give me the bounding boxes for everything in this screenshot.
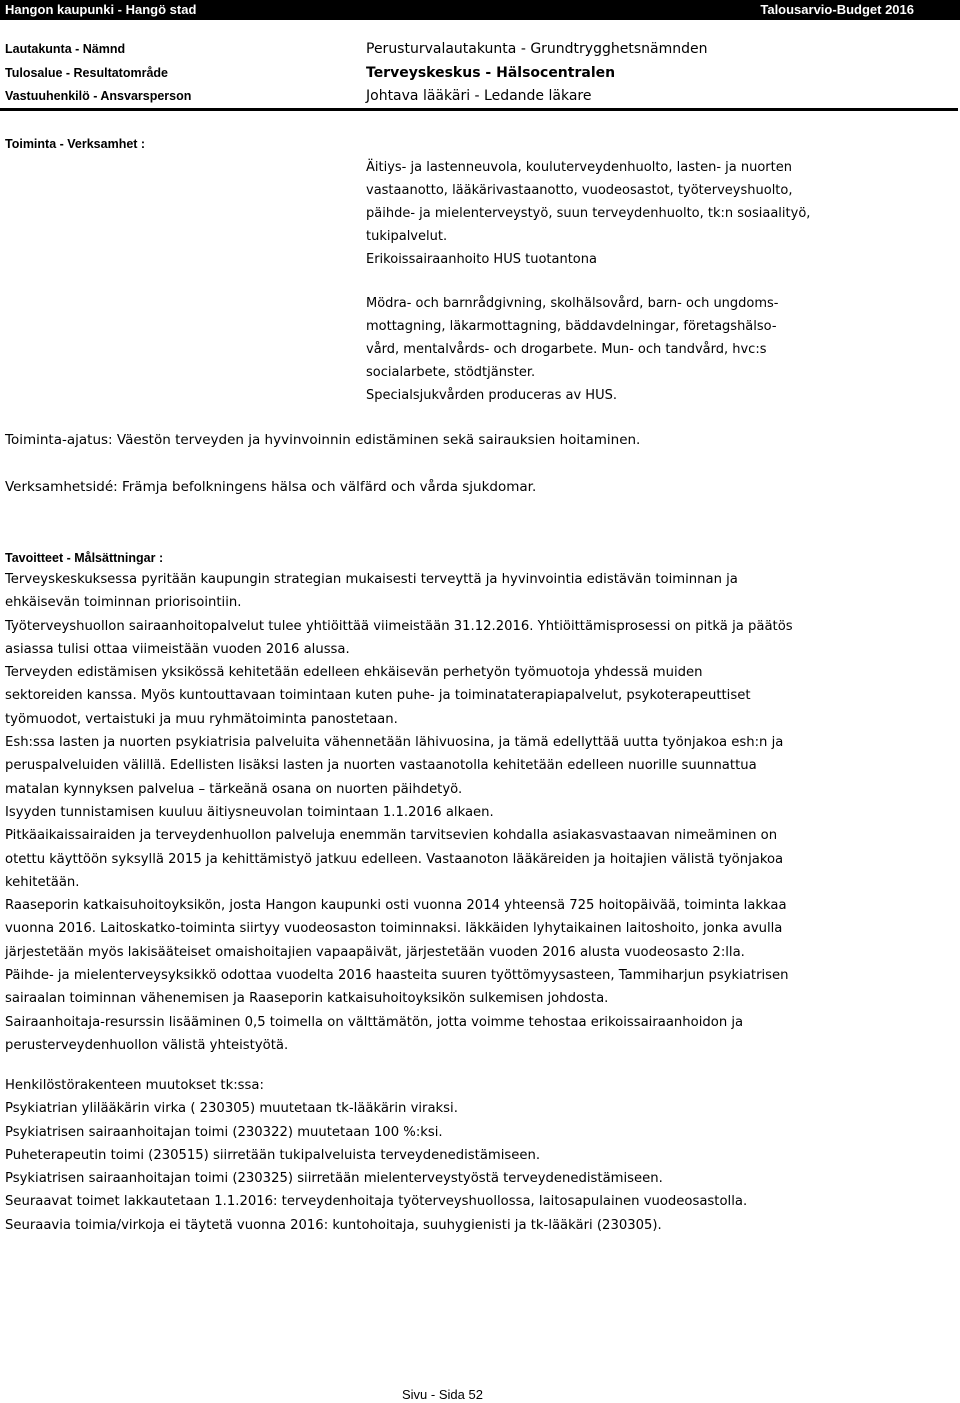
- text-line: Erikoissairaanhoito HUS tuotantona: [366, 252, 597, 267]
- text-line: Äitiys- ja lastenneuvola, kouluterveydenhuolto, lasten- ja nuorten: [366, 160, 792, 175]
- text-line: sektoreiden kanssa. Myös kuntouttavaan toimintaan kuten puhe- ja toiminataterapiapalvelut, psykoterapeuttiset: [5, 688, 751, 704]
- vastuuhenkilo-value: Johtava lääkäri - Ledande läkare: [366, 88, 592, 104]
- text-line: mottagning, läkarmottagning, bäddavdelningar, företagshälso-: [366, 319, 777, 334]
- text-line: vastaanotto, lääkärivastaanotto, vuodeosastot, työterveyshuolto,: [366, 183, 793, 198]
- header-divider: [0, 108, 958, 111]
- tulosalue-label: Tulosalue - Resultatområde: [5, 66, 168, 80]
- text-line: tukipalvelut.: [366, 229, 448, 244]
- text-line: Seuraavia toimia/virkoja ei täytetä vuonna 2016: kuntohoitaja, suuhygienisti ja tk-lääkäri (230305).: [5, 1217, 662, 1233]
- toiminta-fi-text: [366, 156, 810, 271]
- text-line: kehitetään.: [5, 874, 80, 890]
- vastuuhenkilo-label: Vastuuhenkilö - Ansvarsperson: [5, 89, 192, 103]
- text-line: Isyyden tunnistamisen kuuluu äitiysneuvolan toimintaan 1.1.2016 alkaen.: [5, 804, 494, 820]
- verksamhetside: Verksamhetsidé: Främja befolkningens hälsa och välfärd och vårda sjukdomar.: [5, 479, 537, 495]
- text-line: järjestetään myös lakisääteiset omaishoitajien vapaapäivät, järjestetään vuoden 2016 alusta vuodeosasto 2:lla.: [5, 944, 745, 960]
- text-line: Specialsjukvården produceras av HUS.: [366, 388, 617, 403]
- text-line: Sairaanhoitaja-resurssin lisääminen 0,5 toimella on välttämätön, jotta voimme tehostaa erikoissairaanhoidon ja: [5, 1014, 744, 1030]
- text-line: ehkäisevän toiminnan priorisointiin.: [5, 595, 242, 611]
- text-line: työmuodot, vertaistuki ja muu ryhmätoiminta panostetaan.: [5, 711, 398, 727]
- lautakunta-label: Lautakunta - Nämnd: [5, 42, 126, 56]
- tulosalue-value: Terveyskeskus - Hälsocentralen: [366, 65, 616, 81]
- text-line: Psykiatrisen sairaanhoitajan toimi (230322) muutetaan 100 %:ksi.: [5, 1124, 443, 1140]
- text-line: Päihde- ja mielenterveysyksikkö odottaa vuodelta 2016 haasteita suuren työttömyysasteen, Tammiharjun psykiatrisen: [5, 968, 789, 984]
- tavoitteet-text: [5, 568, 793, 1057]
- text-line: Terveyskeskuksessa pyritään kaupungin strategian mukaisesti terveyttä ja hyvinvointia edistävän toiminnan ja: [5, 572, 738, 587]
- text-line: peruspalveluiden välillä. Edellisten lisäksi lasten ja nuorten vastaanotolla kehitetään edelleen nuorille suunnattua: [5, 758, 757, 774]
- org-name: Hangon kaupunki - Hangö stad: [5, 2, 197, 17]
- text-line: Pitkäaikaissairaiden ja terveydenhuollon palveluja enemmän tarvitsevien kohdalla asiakasvastaavan nimeäminen on: [5, 828, 778, 844]
- text-line: Puheterapeutin toimi (230515) siirretään tukipalveluista terveydenedistämiseen.: [5, 1147, 541, 1163]
- text-line: Terveyden edistämisen yksikössä kehitetään edelleen ehkäisevän perhetyön työmuotoja yhdessä muiden: [5, 665, 703, 681]
- text-line: otettu käyttöön syksyllä 2015 ja kehittämistyö jatkuu edelleen. Vastaanoton lääkäreiden ja hoitajien välistä työnjakoa: [5, 851, 784, 867]
- lautakunta-value: Perusturvalautakunta - Grundtrygghetsnämnden: [366, 41, 708, 57]
- text-line: sairaalan toiminnan vähenemisen ja Raaseporin katkaisuhoitoyksikön sulkemisen johdosta.: [5, 991, 609, 1007]
- toiminta-sv-text: [366, 292, 779, 407]
- text-line: Psykiatrisen sairaanhoitajan toimi (230325) siirretään mielenterveystyöstä terveydenedistämiseen.: [5, 1171, 663, 1187]
- document-title: Talousarvio-Budget 2016: [760, 2, 914, 17]
- toiminta-label: Toiminta - Verksamhet :: [5, 137, 146, 151]
- text-line: Työterveyshuollon sairaanhoitopalvelut tulee yhtiöittää viimeistään 31.12.2016. Yhtiöittämisprosessi on pitkä ja päätös: [5, 618, 793, 634]
- page-number: Sivu - Sida 52: [402, 1387, 483, 1402]
- text-line: Psykiatrian ylilääkärin virka ( 230305) muutetaan tk-lääkärin viraksi.: [5, 1101, 458, 1117]
- text-line: Mödra- och barnrådgivning, skolhälsovård, barn- och ungdoms-: [366, 296, 779, 311]
- henkilosto-text: [5, 1074, 747, 1237]
- text-line: Esh:ssa lasten ja nuorten psykiatrisia palveluita vähennetään lähivuosina, ja tämä edellyttää uutta työnjakoa esh:n ja: [5, 735, 784, 751]
- text-line: vård, mentalvårds- och drogarbete. Mun- och tandvård, hvc:s: [366, 342, 767, 357]
- text-line: päihde- ja mielenterveystyö, suun terveydenhuolto, tk:n sosiaalityö,: [366, 206, 811, 221]
- toiminta-ajatus: Toiminta-ajatus: Väestön terveyden ja hyvinvoinnin edistäminen sekä sairauksien hoitaminen.: [5, 432, 641, 448]
- text-line: socialarbete, stödtjänster.: [366, 365, 536, 380]
- text-line: matalan kynnyksen palvelua – tärkeänä osana on nuorten päihdetyö.: [5, 781, 463, 797]
- text-line: Seuraavat toimet lakkautetaan 1.1.2016: terveydenhoitaja työterveyshuollossa, laitosapulainen vuodeosastolla.: [5, 1194, 748, 1210]
- text-line: perusterveydenhuollon välistä yhteistyötä.: [5, 1037, 289, 1053]
- text-line: vuonna 2016. Laitoskatko-toiminta siirtyy vuodeosaston toiminnaksi. Iäkkäiden lyhytaikainen laitoshoito, jonka avulla: [5, 921, 783, 937]
- text-line: Raaseporin katkaisuhoitoyksikön, josta Hangon kaupunki osti vuonna 2014 yhteensä 725 hoitopäivää, toiminta lakkaa: [5, 898, 787, 914]
- text-line: asiassa tulisi ottaa viimeistään vuoden 2016 alussa.: [5, 641, 350, 657]
- header-bar: [0, 0, 960, 20]
- tavoitteet-label: Tavoitteet - Målsättningar :: [5, 551, 164, 565]
- text-line: Henkilöstörakenteen muutokset tk:ssa:: [5, 1078, 264, 1093]
